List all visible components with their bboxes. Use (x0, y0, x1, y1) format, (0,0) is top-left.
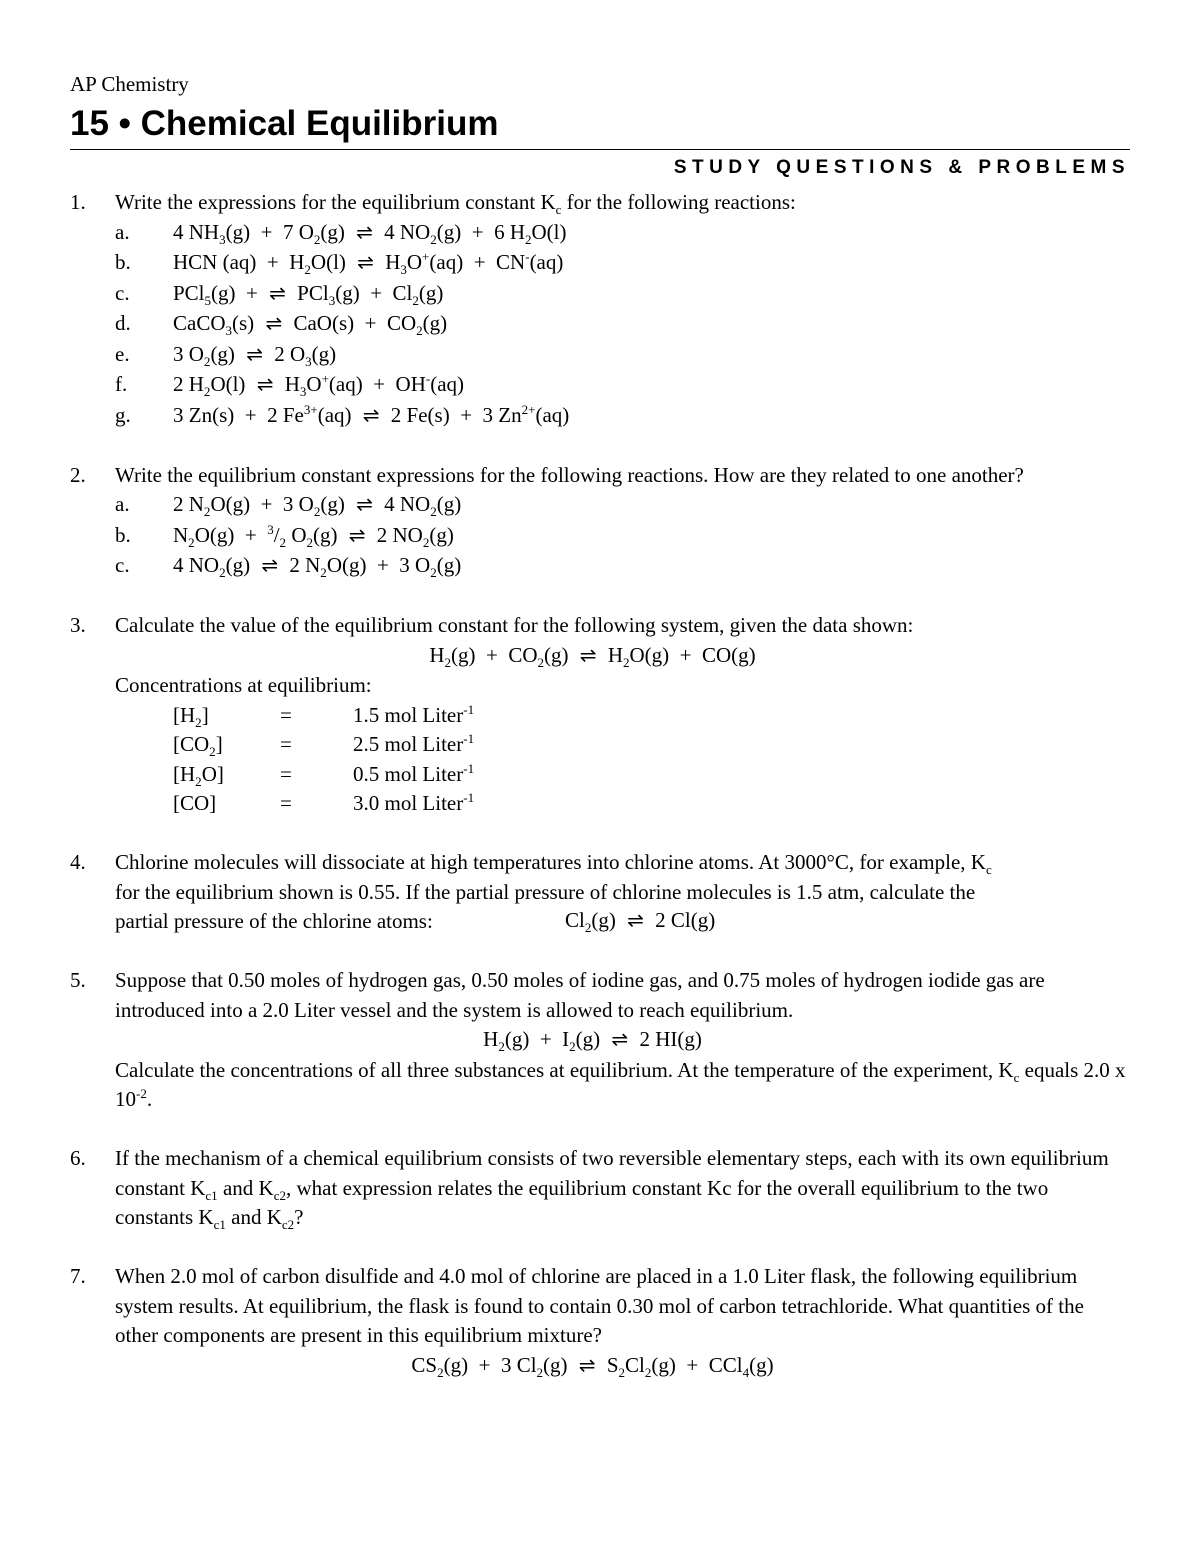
concentration-row: $[H_2]$ = 1.5 mol Liter$^{-1}$ (173, 701, 475, 730)
reaction-equation: HCN $(aq) + H_2O(l)$ ⇌ $H_3O^+(aq) + CN^-(aq)$ (173, 249, 564, 278)
reaction-equation: $H_2(g) + I_2(g)$ ⇌ 2 HI(g) (483, 1027, 702, 1055)
question-7 (70, 1262, 1130, 1381)
reaction-item: c. PCl$_5$(g) + ⇌ $PCl_3(g) + Cl_2(g)$ (115, 280, 444, 308)
concentration-table (115, 701, 1130, 819)
reaction-equation: $N_2O(g) + ^3/_2$ $O_2(g)$ ⇌ 2 $NO_2(g)$ (173, 521, 454, 550)
course-name: AP Chemistry (70, 72, 189, 96)
reaction-equation: $Cl_2(g)$ ⇌ 2 Cl(g) (565, 908, 716, 936)
title-divider (70, 149, 1130, 150)
question-number: 6. (70, 1146, 86, 1170)
reaction-list (115, 490, 1130, 582)
question-text: Chlorine molecules will dissociate at high temperatures into chlorine atoms. At 3000°C, for example, $K_c$ for the equilibrium shown is 0.55. If the partial pressure of chlorine molecules is 1.5 atm, calculate the partial pressure of the chlorine atoms: $Cl_2(g)$ ⇌ 2 Cl(g) (115, 850, 992, 936)
question-number: 5. (70, 968, 86, 992)
reaction-equation: $H_2(g) + CO_2(g)$ ⇌ $H_2O(g) + CO(g)$ (429, 642, 756, 670)
question-4 (70, 848, 1130, 937)
reaction-equation: PCl$_5$(g) + ⇌ $PCl_3(g) + Cl_2(g)$ (173, 280, 444, 308)
question-number: 4. (70, 850, 86, 874)
concentrations-label: Concentrations at equilibrium: (115, 673, 372, 697)
reaction-list (115, 218, 1130, 432)
reaction-equation: 4 $NH_3(g) + 7$ $O_2(g)$ ⇌ 4 $NO_2(g) + 6$ $H_2O(l)$ (173, 219, 567, 247)
question-number: 1. (70, 190, 86, 214)
question-number: 2. (70, 462, 86, 487)
concentration-row: [CO] = 3.0 mol Liter$^{-1}$ (173, 790, 475, 815)
reaction-item: a. 2 $N_2O(g) + 3$ $O_2(g)$ ⇌ 4 $NO_2(g)$ (115, 492, 462, 520)
reaction-item: e. 3 $O_2(g)$ ⇌ 2 $O_3(g)$ (115, 341, 337, 369)
reaction-equation: 4 $NO_2(g)$ ⇌ 2 $N_2O(g) + 3$ $O_2(g)$ (173, 553, 462, 581)
reaction-item: b. HCN $(aq) + H_2O(l)$ ⇌ $H_3O^+(aq) + CN^-(aq)$ (115, 249, 564, 278)
reaction-item: d. CaCO$_3$(s) ⇌ $CaO(s) + CO_2(g)$ (115, 311, 448, 339)
question-6 (70, 1144, 1130, 1233)
question-2 (70, 461, 1130, 582)
page-title: 15 • Chemical Equilibrium (70, 104, 499, 143)
question-text: Suppose that 0.50 moles of hydrogen gas, 0.50 moles of iodine gas, and 0.75 moles of hydrogen iodide gas are introduced into a 2.0 Liter vessel and the system is allowed to reach equilibrium. (115, 968, 1045, 1022)
question-1 (70, 188, 1130, 431)
reaction-equation: 3 $O_2(g)$ ⇌ 2 $O_3(g)$ (173, 341, 337, 369)
reaction-item: g. 3 Zn(s) + 2 $Fe^{3+}(aq)$ ⇌ 2 Fe(s) + 3 $Zn^{2+}(aq)$ (115, 401, 570, 427)
question-text: Write the expressions for the equilibrium constant $K_c$ for the following reactions: (115, 190, 796, 218)
question-number: 7. (70, 1264, 86, 1288)
question-text: Calculate the value of the equilibrium constant for the following system, given the data shown: (115, 613, 914, 637)
question-text: When 2.0 mol of carbon disulfide and 4.0 mol of chlorine are placed in a 1.0 Liter flask, the following equilibrium system results. At equilibrium, the flask is found to contain 0.30 mol of carbon tetrachloride. What quantities of the other components are present in this equilibrium mixture? (115, 1264, 1084, 1347)
reaction-equation: $CS_2(g) + 3$ $Cl_2(g)$ ⇌ $S_2Cl_2(g) + CCl_4(g)$ (411, 1352, 774, 1380)
question-5 (70, 966, 1130, 1115)
question-list (70, 188, 1130, 1411)
section-heading: STUDY QUESTIONS & PROBLEMS (673, 157, 1130, 178)
reaction-equation: 2 $N_2O(g) + 3$ $O_2(g)$ ⇌ 4 $NO_2(g)$ (173, 492, 462, 520)
reaction-item: b. $N_2O(g) + ^3/_2$ $O_2(g)$ ⇌ 2 $NO_2(g)$ (115, 521, 454, 550)
concentration-row: $[H_2O]$ = 0.5 mol Liter$^{-1}$ (173, 760, 475, 789)
question-text: If the mechanism of a chemical equilibrium consists of two reversible elementary steps, each with its own equilibrium constant $K_{c1}$ and $K_{c2}$, what expression relates the equilibrium constant Kc for the overall equilibrium to the two constants $K_{c1}$ and $K_{c2}$? (115, 1146, 1109, 1233)
reaction-item: f. 2 $H_2O(l)$ ⇌ $H_3O^+(aq) + OH^-(aq)$ (115, 371, 465, 400)
reaction-equation: 3 Zn(s) + 2 $Fe^{3+}(aq)$ ⇌ 2 Fe(s) + 3 $Zn^{2+}(aq)$ (173, 401, 570, 427)
reaction-equation: 2 $H_2O(l)$ ⇌ $H_3O^+(aq) + OH^-(aq)$ (173, 371, 465, 400)
question-3 (70, 611, 1130, 819)
reaction-item: c. 4 $NO_2(g)$ ⇌ 2 $N_2O(g) + 3$ $O_2(g)$ (115, 553, 462, 581)
question-followup: Calculate the concentrations of all three substances at equilibrium. At the temperature of the experiment, $K_c$ equals 2.0 x $10^{-2}$. (115, 1057, 1126, 1111)
question-text: Write the equilibrium constant expressions for the following reactions. How are they related to one another? (115, 462, 1024, 487)
reaction-item: a. 4 $NH_3(g) + 7$ $O_2(g)$ ⇌ 4 $NO_2(g) + 6$ $H_2O(l)$ (115, 219, 567, 247)
question-number: 3. (70, 613, 86, 637)
reaction-equation: CaCO$_3$(s) ⇌ $CaO(s) + CO_2(g)$ (173, 311, 448, 339)
concentration-row: $[CO_2]$ = 2.5 mol Liter$^{-1}$ (173, 731, 475, 760)
